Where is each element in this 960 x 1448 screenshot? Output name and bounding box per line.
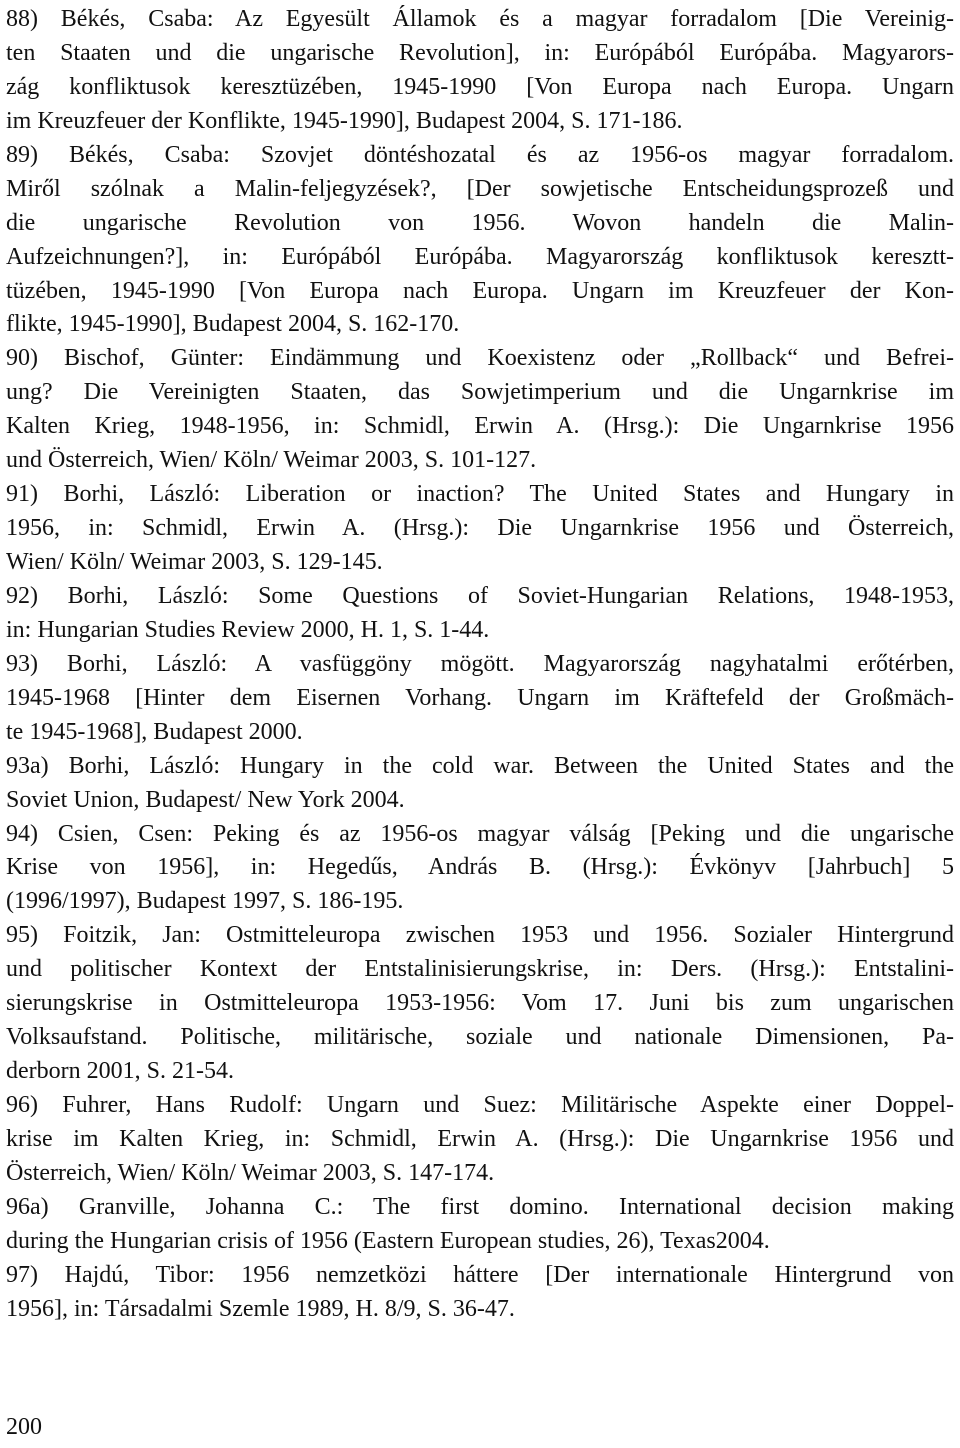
reference-entry: [6, 1089, 954, 1191]
reference-line: ten Staaten und die ungarische Revolution], in: Európából Európába. Magyarors-: [6, 39, 954, 66]
reference-list: [6, 3, 954, 1327]
reference-line: Kalten Krieg, 1948-1956, in: Schmidl, Erwin A. (Hrsg.): Die Ungarnkrise 1956: [6, 413, 954, 440]
reference-line: tüzében, 1945-1990 [Von Europa nach Europa. Ungarn im Kreuzfeuer der Kon-: [6, 277, 954, 304]
reference-line: (1996/1997), Budapest 1997, S. 186-195.: [6, 888, 404, 915]
reference-line: 1956], in: Társadalmi Szemle 1989, H. 8/9, S. 36-47.: [6, 1295, 515, 1322]
reference-line: krise im Kalten Krieg, in: Schmidl, Erwin A. (Hrsg.): Die Ungarnkrise 1956 und: [6, 1125, 954, 1152]
reference-entry: [6, 750, 954, 818]
reference-line: derborn 2001, S. 21-54.: [6, 1058, 234, 1085]
reference-line: 95) Foitzik, Jan: Ostmitteleuropa zwischen 1953 und 1956. Sozialer Hintergrund: [6, 922, 954, 949]
reference-line: 93) Borhi, László: A vasfüggöny mögött. Magyarország nagyhatalmi erőtérben,: [6, 650, 954, 677]
reference-line: Aufzeichnungen?], in: Európából Európába. Magyarország konfliktusok keresztt-: [6, 243, 954, 270]
reference-line: te 1945-1968], Budapest 2000.: [6, 718, 303, 745]
reference-line: im Kreuzfeuer der Konflikte, 1945-1990], Budapest 2004, S. 171-186.: [6, 107, 683, 134]
reference-line: 97) Hajdú, Tibor: 1956 nemzetközi háttere [Der internationale Hintergrund von: [6, 1261, 954, 1288]
reference-line: flikte, 1945-1990], Budapest 2004, S. 162-170.: [6, 311, 460, 338]
reference-line: und Österreich, Wien/ Köln/ Weimar 2003, S. 101-127.: [6, 447, 537, 474]
reference-line: Krise von 1956], in: Hegedűs, András B. (Hrsg.): Évkönyv [Jahrbuch] 5: [6, 854, 954, 881]
reference-line: ung? Die Vereinigten Staaten, das Sowjetimperium und die Ungarnkrise im: [6, 379, 954, 406]
reference-line: during the Hungarian crisis of 1956 (Eastern European studies, 26), Texas2004.: [6, 1227, 770, 1254]
reference-line: Wien/ Köln/ Weimar 2003, S. 129-145.: [6, 549, 383, 575]
reference-entry: [6, 818, 954, 920]
reference-entry: [6, 648, 954, 750]
reference-line: 96) Fuhrer, Hans Rudolf: Ungarn und Suez: Militärische Aspekte einer Doppel-: [6, 1092, 954, 1118]
reference-line: Österreich, Wien/ Köln/ Weimar 2003, S. 147-174.: [6, 1159, 495, 1186]
reference-line: in: Hungarian Studies Review 2000, H. 1, S. 1-44.: [6, 616, 490, 643]
reference-line: 89) Békés, Csaba: Szovjet döntéshozatal és az 1956-os magyar forradalom.: [6, 141, 954, 168]
reference-line: 93a) Borhi, László: Hungary in the cold war. Between the United States and the: [6, 752, 954, 779]
reference-entry: [6, 1259, 954, 1327]
reference-line: die ungarische Revolution von 1956. Wovon handeln die Malin-: [6, 209, 954, 236]
reference-line: Miről szólnak a Malin-feljegyzések?, [Der sowjetische Entscheidungsprozeß und: [6, 175, 954, 202]
page-number: 200: [6, 1414, 42, 1440]
reference-line: 92) Borhi, László: Some Questions of Soviet-Hungarian Relations, 1948-1953,: [6, 582, 954, 609]
reference-line: 91) Borhi, László: Liberation or inaction? The United States and Hungary in: [6, 481, 954, 508]
reference-entry: [6, 478, 954, 580]
reference-line: zág konfliktusok keresztüzében, 1945-1990 [Von Europa nach Europa. Ungarn: [6, 73, 954, 100]
reference-line: sierungskrise in Ostmitteleuropa 1953-1956: Vom 17. Juni bis zum ungarischen: [6, 990, 954, 1017]
reference-entry: [6, 3, 954, 139]
reference-line: 1956, in: Schmidl, Erwin A. (Hrsg.): Die Ungarnkrise 1956 und Österreich,: [6, 515, 954, 542]
reference-line: 88) Békés, Csaba: Az Egyesült Államok és a magyar forradalom [Die Vereinig-: [6, 6, 954, 32]
reference-line: Soviet Union, Budapest/ New York 2004.: [6, 786, 405, 813]
reference-entry: [6, 919, 954, 1089]
reference-line: 96a) Granville, Johanna C.: The first domino. International decision making: [6, 1193, 954, 1220]
reference-line: 90) Bischof, Günter: Eindämmung und Koexistenz oder „Rollback“ und Befrei-: [6, 345, 954, 372]
reference-line: Volksaufstand. Politische, militärische, soziale und nationale Dimensionen, Pa-: [6, 1024, 954, 1051]
reference-line: und politischer Kontext der Entstalinisierungskrise, in: Ders. (Hrsg.): Entstalini-: [6, 956, 954, 983]
reference-line: 1945-1968 [Hinter dem Eisernen Vorhang. Ungarn im Kräftefeld der Großmäch-: [6, 684, 954, 711]
reference-entry: [6, 580, 954, 648]
reference-line: 94) Csien, Csen: Peking és az 1956-os magyar válság [Peking und die ungarische: [6, 820, 954, 847]
reference-entry: [6, 139, 954, 343]
reference-entry: [6, 342, 954, 478]
reference-entry: [6, 1191, 954, 1259]
